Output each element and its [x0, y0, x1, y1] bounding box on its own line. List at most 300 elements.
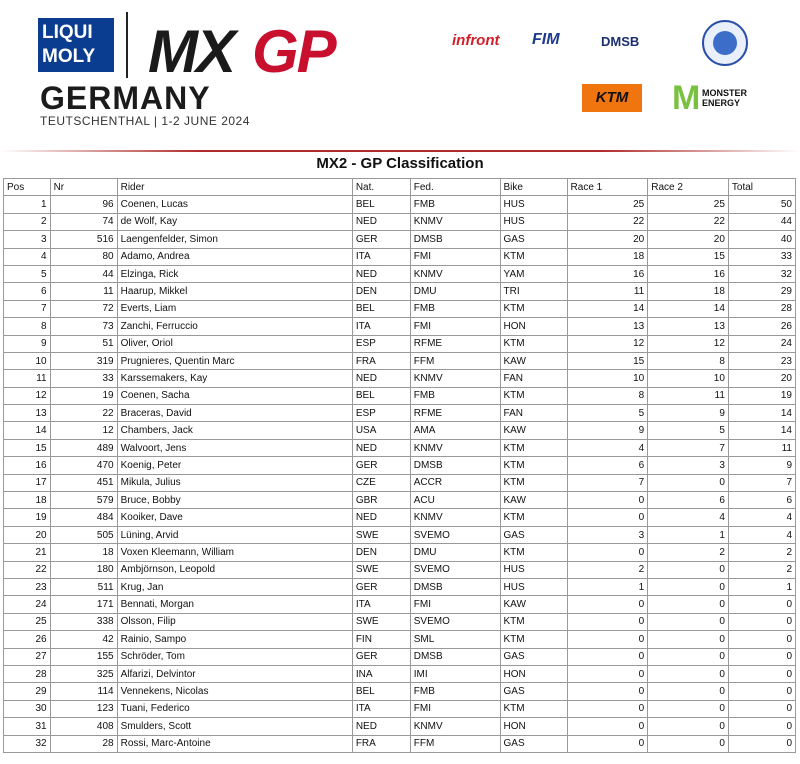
cell-rider: Chambers, Jack — [117, 422, 352, 439]
cell-bike: TRI — [500, 283, 567, 300]
cell-race2: 5 — [648, 422, 729, 439]
cell-pos: 7 — [4, 300, 51, 317]
cell-fed: FMI — [410, 700, 500, 717]
cell-fed: ACU — [410, 492, 500, 509]
cell-race2: 0 — [648, 683, 729, 700]
table-row — [4, 700, 796, 717]
column-header-rider: Rider — [117, 179, 352, 196]
cell-pos: 9 — [4, 335, 51, 352]
cell-nr: 114 — [50, 683, 117, 700]
cell-bike: KTM — [500, 457, 567, 474]
cell-fed: KNMV — [410, 265, 500, 282]
cell-nr: 408 — [50, 718, 117, 735]
cell-nat: BEL — [352, 683, 410, 700]
cell-fed: RFME — [410, 335, 500, 352]
cell-bike: KAW — [500, 422, 567, 439]
cell-pos: 26 — [4, 631, 51, 648]
cell-race1: 15 — [567, 352, 648, 369]
cell-race1: 12 — [567, 335, 648, 352]
cell-bike: GAS — [500, 648, 567, 665]
cell-nat: INA — [352, 665, 410, 682]
cell-nr: 73 — [50, 318, 117, 335]
cell-nat: GER — [352, 457, 410, 474]
cell-nat: BEL — [352, 387, 410, 404]
cell-bike: YAM — [500, 265, 567, 282]
cell-rider: Everts, Liam — [117, 300, 352, 317]
cell-bike: GAS — [500, 735, 567, 752]
table-row — [4, 248, 796, 265]
cell-pos: 13 — [4, 405, 51, 422]
cell-nat: SWE — [352, 561, 410, 578]
cell-pos: 20 — [4, 526, 51, 543]
cell-nr: 11 — [50, 283, 117, 300]
table-row — [4, 405, 796, 422]
cell-race1: 9 — [567, 422, 648, 439]
classification-title: MX2 - GP Classification — [316, 155, 484, 172]
cell-nr: 319 — [50, 352, 117, 369]
cell-race1: 3 — [567, 526, 648, 543]
cell-nat: BEL — [352, 300, 410, 317]
cell-rider: Zanchi, Ferruccio — [117, 318, 352, 335]
cell-race2: 4 — [648, 509, 729, 526]
cell-race1: 7 — [567, 474, 648, 491]
cell-pos: 8 — [4, 318, 51, 335]
cell-rider: de Wolf, Kay — [117, 213, 352, 230]
cell-race2: 22 — [648, 213, 729, 230]
cell-nat: ITA — [352, 318, 410, 335]
cell-race1: 0 — [567, 700, 648, 717]
cell-bike: FAN — [500, 405, 567, 422]
cell-pos: 23 — [4, 578, 51, 595]
cell-rider: Oliver, Oriol — [117, 335, 352, 352]
cell-race2: 10 — [648, 370, 729, 387]
cell-rider: Koenig, Peter — [117, 457, 352, 474]
cell-race2: 0 — [648, 735, 729, 752]
cell-nr: 18 — [50, 544, 117, 561]
cell-bike: KTM — [500, 439, 567, 456]
cell-race1: 0 — [567, 596, 648, 613]
column-header-nr: Nr — [50, 179, 117, 196]
cell-nr: 51 — [50, 335, 117, 352]
cell-total: 4 — [728, 526, 795, 543]
cell-race1: 0 — [567, 492, 648, 509]
cell-nr: 22 — [50, 405, 117, 422]
cell-race2: 6 — [648, 492, 729, 509]
cell-fed: ACCR — [410, 474, 500, 491]
cell-race2: 2 — [648, 544, 729, 561]
cell-nr: 123 — [50, 700, 117, 717]
cell-nat: SWE — [352, 526, 410, 543]
cell-nr: 155 — [50, 648, 117, 665]
cell-pos: 1 — [4, 196, 51, 213]
table-row — [4, 509, 796, 526]
table-row — [4, 283, 796, 300]
cell-pos: 22 — [4, 561, 51, 578]
cell-fed: FMB — [410, 300, 500, 317]
cell-nr: 80 — [50, 248, 117, 265]
cell-race2: 11 — [648, 387, 729, 404]
cell-rider: Ambjörnson, Leopold — [117, 561, 352, 578]
cell-race1: 0 — [567, 735, 648, 752]
column-header-fed: Fed. — [410, 179, 500, 196]
table-row — [4, 474, 796, 491]
cell-pos: 18 — [4, 492, 51, 509]
column-header-race2: Race 2 — [648, 179, 729, 196]
table-row — [4, 352, 796, 369]
cell-total: 0 — [728, 631, 795, 648]
cell-nat: ESP — [352, 335, 410, 352]
cell-rider: Rossi, Marc-Antoine — [117, 735, 352, 752]
cell-fed: DMU — [410, 283, 500, 300]
cell-rider: Alfarizi, Delvintor — [117, 665, 352, 682]
cell-total: 26 — [728, 318, 795, 335]
table-body — [4, 196, 796, 753]
cell-fed: DMSB — [410, 457, 500, 474]
cell-race2: 16 — [648, 265, 729, 282]
cell-race1: 5 — [567, 405, 648, 422]
table-row — [4, 544, 796, 561]
dmsb-logo: DMSB — [601, 34, 640, 49]
cell-nat: GER — [352, 578, 410, 595]
cell-race1: 0 — [567, 631, 648, 648]
cell-race1: 16 — [567, 265, 648, 282]
cell-pos: 14 — [4, 422, 51, 439]
cell-rider: Mikula, Julius — [117, 474, 352, 491]
event-venue-date: TEUTSCHENTHAL | 1-2 JUNE 2024 — [40, 114, 250, 128]
cell-race2: 0 — [648, 613, 729, 630]
cell-race2: 0 — [648, 561, 729, 578]
cell-race1: 0 — [567, 648, 648, 665]
cell-nr: 516 — [50, 231, 117, 248]
cell-fed: KNMV — [410, 439, 500, 456]
cell-bike: KTM — [500, 700, 567, 717]
table-row — [4, 422, 796, 439]
table-row — [4, 439, 796, 456]
cell-fed: SML — [410, 631, 500, 648]
cell-pos: 32 — [4, 735, 51, 752]
cell-total: 40 — [728, 231, 795, 248]
cell-total: 0 — [728, 665, 795, 682]
cell-rider: Voxen Kleemann, William — [117, 544, 352, 561]
cell-pos: 28 — [4, 665, 51, 682]
table-row — [4, 718, 796, 735]
cell-total: 32 — [728, 265, 795, 282]
cell-race1: 0 — [567, 718, 648, 735]
cell-total: 0 — [728, 683, 795, 700]
cell-race2: 12 — [648, 335, 729, 352]
cell-bike: HON — [500, 318, 567, 335]
cell-nat: SWE — [352, 613, 410, 630]
cell-pos: 5 — [4, 265, 51, 282]
cell-rider: Laengenfelder, Simon — [117, 231, 352, 248]
table-row — [4, 492, 796, 509]
cell-nr: 171 — [50, 596, 117, 613]
cell-pos: 31 — [4, 718, 51, 735]
cell-pos: 17 — [4, 474, 51, 491]
cell-bike: KTM — [500, 631, 567, 648]
cell-total: 9 — [728, 457, 795, 474]
header-accent-line — [0, 150, 800, 152]
cell-fed: DMSB — [410, 648, 500, 665]
cell-pos: 16 — [4, 457, 51, 474]
cell-pos: 2 — [4, 213, 51, 230]
cell-rider: Rainio, Sampo — [117, 631, 352, 648]
cell-total: 28 — [728, 300, 795, 317]
cell-nat: DEN — [352, 283, 410, 300]
cell-pos: 19 — [4, 509, 51, 526]
cell-fed: DMSB — [410, 231, 500, 248]
cell-fed: KNMV — [410, 213, 500, 230]
cell-nr: 325 — [50, 665, 117, 682]
cell-bike: KAW — [500, 596, 567, 613]
cell-nr: 12 — [50, 422, 117, 439]
column-header-nat: Nat. — [352, 179, 410, 196]
cell-fed: FFM — [410, 352, 500, 369]
cell-rider: Braceras, David — [117, 405, 352, 422]
cell-bike: KTM — [500, 387, 567, 404]
cell-rider: Tuani, Federico — [117, 700, 352, 717]
cell-pos: 25 — [4, 613, 51, 630]
cell-race1: 0 — [567, 683, 648, 700]
cell-pos: 6 — [4, 283, 51, 300]
cell-fed: FMI — [410, 596, 500, 613]
cell-nr: 484 — [50, 509, 117, 526]
cell-nat: NED — [352, 370, 410, 387]
cell-rider: Coenen, Sacha — [117, 387, 352, 404]
cell-pos: 12 — [4, 387, 51, 404]
cell-pos: 21 — [4, 544, 51, 561]
cell-race1: 2 — [567, 561, 648, 578]
cell-race2: 3 — [648, 457, 729, 474]
cell-nr: 338 — [50, 613, 117, 630]
cell-nat: ITA — [352, 596, 410, 613]
cell-race2: 14 — [648, 300, 729, 317]
cell-rider: Elzinga, Rick — [117, 265, 352, 282]
federation-seal-icon — [702, 20, 748, 66]
liqui-moly-logo — [38, 18, 114, 72]
monster-energy-logo — [672, 78, 758, 118]
cell-nat: FIN — [352, 631, 410, 648]
cell-race2: 0 — [648, 665, 729, 682]
cell-bike: HON — [500, 718, 567, 735]
cell-nat: GER — [352, 648, 410, 665]
cell-fed: KNMV — [410, 718, 500, 735]
table-row — [4, 665, 796, 682]
table-row — [4, 613, 796, 630]
table-row — [4, 335, 796, 352]
cell-bike: KAW — [500, 352, 567, 369]
cell-nat: NED — [352, 718, 410, 735]
cell-total: 6 — [728, 492, 795, 509]
cell-fed: SVEMO — [410, 561, 500, 578]
cell-fed: AMA — [410, 422, 500, 439]
fim-logo: FIM — [532, 31, 560, 48]
cell-nat: NED — [352, 439, 410, 456]
cell-nat: ITA — [352, 700, 410, 717]
cell-nr: 74 — [50, 213, 117, 230]
table-row — [4, 648, 796, 665]
cell-total: 29 — [728, 283, 795, 300]
cell-fed: SVEMO — [410, 613, 500, 630]
table-row — [4, 196, 796, 213]
cell-pos: 24 — [4, 596, 51, 613]
cell-bike: KTM — [500, 300, 567, 317]
cell-nr: 470 — [50, 457, 117, 474]
cell-rider: Bennati, Morgan — [117, 596, 352, 613]
cell-total: 0 — [728, 596, 795, 613]
cell-bike: GAS — [500, 526, 567, 543]
table-row — [4, 683, 796, 700]
cell-race2: 9 — [648, 405, 729, 422]
cell-bike: KTM — [500, 544, 567, 561]
cell-nr: 42 — [50, 631, 117, 648]
cell-total: 44 — [728, 213, 795, 230]
mxgp-logo-gp: GP — [252, 18, 335, 82]
cell-race2: 7 — [648, 439, 729, 456]
header-divider — [126, 12, 128, 78]
cell-nat: NED — [352, 265, 410, 282]
cell-race2: 0 — [648, 700, 729, 717]
table-header-row — [4, 179, 796, 196]
cell-pos: 4 — [4, 248, 51, 265]
cell-nr: 451 — [50, 474, 117, 491]
cell-pos: 29 — [4, 683, 51, 700]
cell-race1: 4 — [567, 439, 648, 456]
cell-bike: KTM — [500, 248, 567, 265]
cell-race2: 0 — [648, 578, 729, 595]
cell-nr: 33 — [50, 370, 117, 387]
cell-race2: 18 — [648, 283, 729, 300]
cell-pos: 10 — [4, 352, 51, 369]
mxgp-logo-mx: MX — [148, 18, 234, 82]
cell-race1: 11 — [567, 283, 648, 300]
monster-line-1: MONSTER — [702, 88, 747, 98]
cell-rider: Adamo, Andrea — [117, 248, 352, 265]
cell-bike: HUS — [500, 196, 567, 213]
cell-fed: IMI — [410, 665, 500, 682]
cell-total: 50 — [728, 196, 795, 213]
cell-nat: ITA — [352, 248, 410, 265]
cell-fed: FMB — [410, 683, 500, 700]
cell-total: 33 — [728, 248, 795, 265]
cell-race1: 18 — [567, 248, 648, 265]
cell-fed: FMI — [410, 318, 500, 335]
table-row — [4, 213, 796, 230]
cell-fed: FMB — [410, 387, 500, 404]
cell-race2: 15 — [648, 248, 729, 265]
table-row — [4, 596, 796, 613]
cell-race1: 0 — [567, 613, 648, 630]
cell-nat: USA — [352, 422, 410, 439]
cell-race2: 0 — [648, 648, 729, 665]
cell-race1: 14 — [567, 300, 648, 317]
cell-rider: Olsson, Filip — [117, 613, 352, 630]
cell-pos: 11 — [4, 370, 51, 387]
cell-nat: NED — [352, 213, 410, 230]
cell-total: 2 — [728, 561, 795, 578]
cell-nat: ESP — [352, 405, 410, 422]
cell-nr: 19 — [50, 387, 117, 404]
cell-race2: 0 — [648, 718, 729, 735]
table-row — [4, 387, 796, 404]
cell-pos: 3 — [4, 231, 51, 248]
cell-rider: Bruce, Bobby — [117, 492, 352, 509]
cell-fed: FMB — [410, 196, 500, 213]
cell-bike: HON — [500, 665, 567, 682]
cell-nr: 72 — [50, 300, 117, 317]
cell-rider: Walvoort, Jens — [117, 439, 352, 456]
cell-pos: 27 — [4, 648, 51, 665]
cell-total: 7 — [728, 474, 795, 491]
cell-fed: FFM — [410, 735, 500, 752]
cell-race2: 13 — [648, 318, 729, 335]
cell-total: 0 — [728, 700, 795, 717]
cell-nr: 96 — [50, 196, 117, 213]
cell-bike: KAW — [500, 492, 567, 509]
cell-race2: 0 — [648, 631, 729, 648]
cell-rider: Schröder, Tom — [117, 648, 352, 665]
cell-rider: Coenen, Lucas — [117, 196, 352, 213]
infront-logo: infront — [452, 32, 500, 49]
cell-nat: DEN — [352, 544, 410, 561]
cell-bike: KTM — [500, 474, 567, 491]
cell-rider: Kooiker, Dave — [117, 509, 352, 526]
cell-nr: 489 — [50, 439, 117, 456]
logo-line-2: MOLY — [42, 46, 96, 67]
cell-nat: GBR — [352, 492, 410, 509]
cell-nr: 511 — [50, 578, 117, 595]
cell-rider: Lüning, Arvid — [117, 526, 352, 543]
column-header-pos: Pos — [4, 179, 51, 196]
cell-total: 24 — [728, 335, 795, 352]
cell-total: 11 — [728, 439, 795, 456]
cell-bike: GAS — [500, 231, 567, 248]
cell-race1: 13 — [567, 318, 648, 335]
cell-fed: KNMV — [410, 509, 500, 526]
cell-nat: CZE — [352, 474, 410, 491]
cell-race2: 20 — [648, 231, 729, 248]
cell-total: 14 — [728, 422, 795, 439]
cell-fed: RFME — [410, 405, 500, 422]
table-row — [4, 300, 796, 317]
logo-line-1: LIQUI — [42, 22, 93, 43]
cell-nr: 579 — [50, 492, 117, 509]
cell-nat: FRA — [352, 735, 410, 752]
cell-total: 4 — [728, 509, 795, 526]
table-row — [4, 318, 796, 335]
cell-race1: 0 — [567, 665, 648, 682]
mxgp-logo — [148, 18, 358, 82]
table-row — [4, 231, 796, 248]
monster-claw-icon: M — [672, 79, 701, 117]
cell-rider: Smulders, Scott — [117, 718, 352, 735]
cell-nr: 505 — [50, 526, 117, 543]
column-header-race1: Race 1 — [567, 179, 648, 196]
cell-total: 20 — [728, 370, 795, 387]
event-country: GERMANY — [40, 80, 211, 116]
column-header-bike: Bike — [500, 179, 567, 196]
column-header-total: Total — [728, 179, 795, 196]
cell-race2: 25 — [648, 196, 729, 213]
cell-bike: KTM — [500, 335, 567, 352]
cell-fed: KNMV — [410, 370, 500, 387]
cell-total: 2 — [728, 544, 795, 561]
cell-race1: 25 — [567, 196, 648, 213]
event-header — [0, 0, 800, 152]
cell-total: 1 — [728, 578, 795, 595]
cell-bike: KTM — [500, 613, 567, 630]
cell-pos: 30 — [4, 700, 51, 717]
